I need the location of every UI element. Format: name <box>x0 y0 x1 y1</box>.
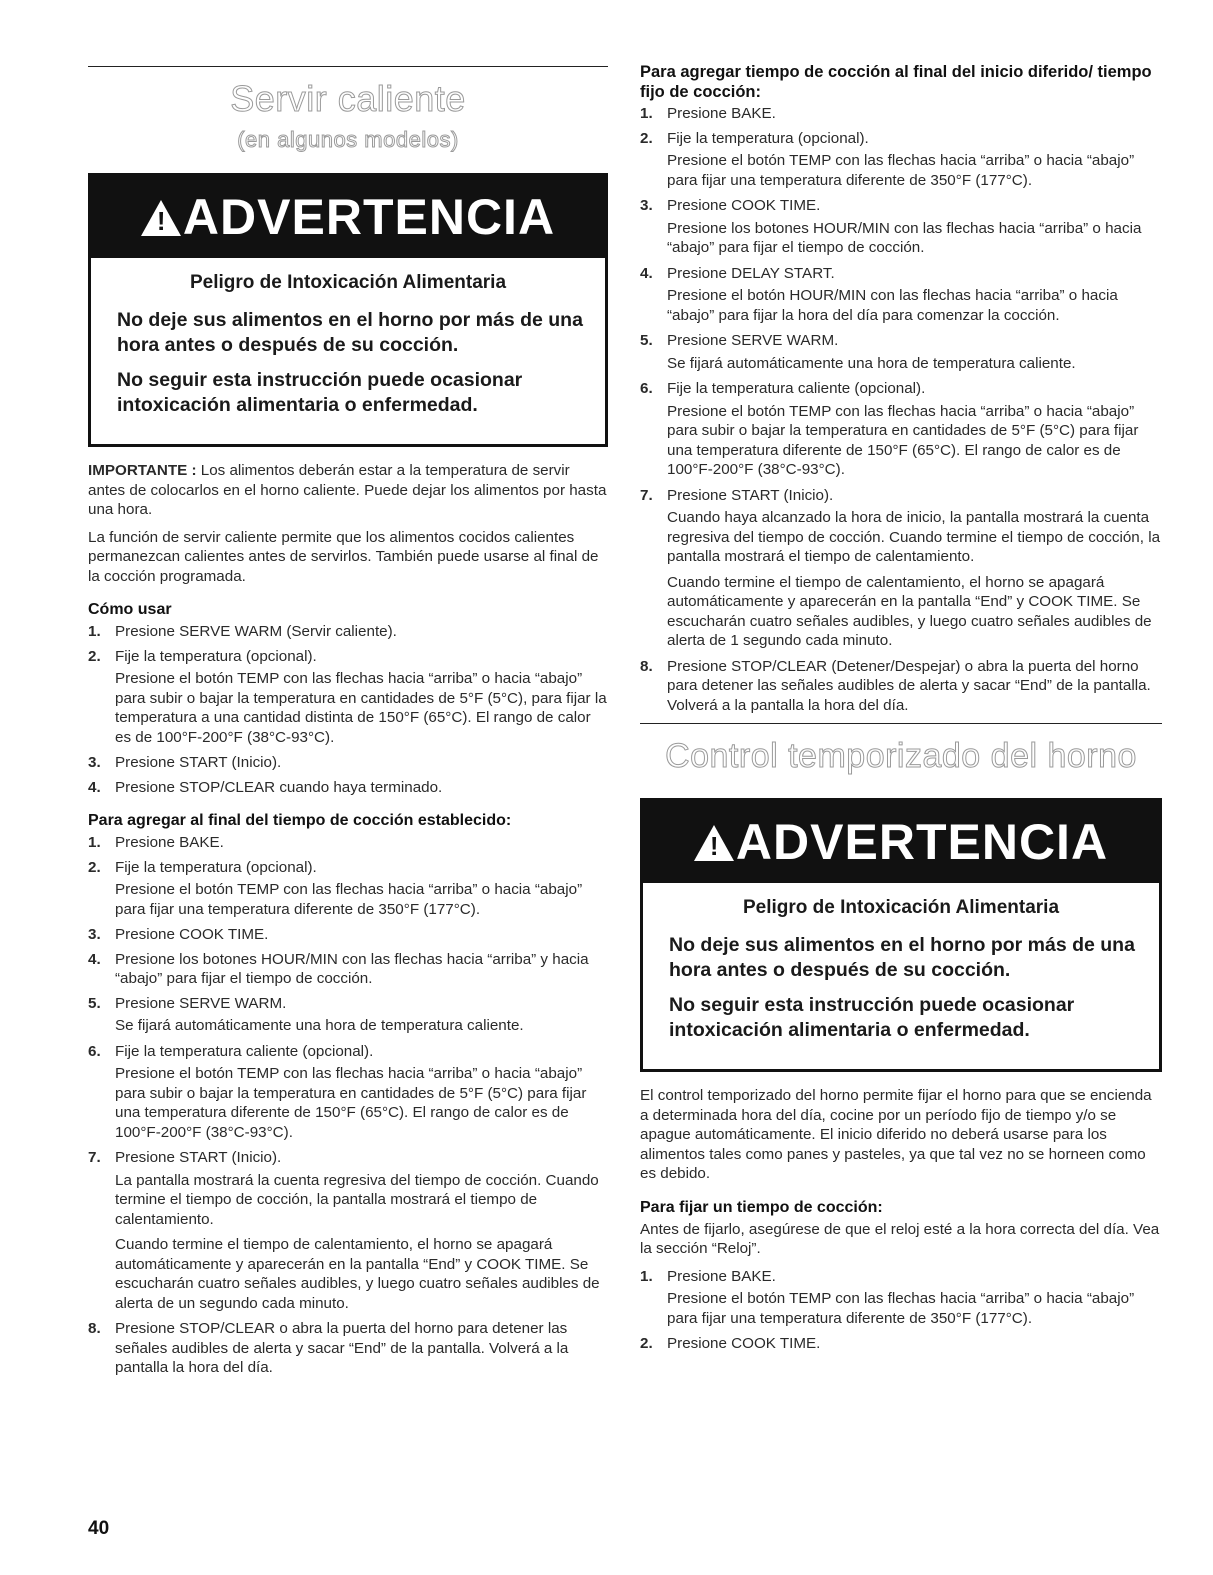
diferido-heading: Para agregar tiempo de cocción al final del inicio diferido/ tiempo fijo de cocción: <box>640 63 1152 101</box>
step-item <box>640 1334 1162 1354</box>
step-detail: Se fijará automáticamente una hora de temperatura caliente. <box>667 354 1076 372</box>
step-text: Presione STOP/CLEAR (Detener/Despejar) o abra la puerta del horno para detener las señales audibles de alerta y sacar “End” de la pantalla. Volverá a la pantalla la hora del día. <box>667 657 1151 714</box>
step-detail: Presione el botón HOUR/MIN con las flechas hacia “arriba” o hacia “abajo” para fijar la hora del día para comenzar la cocción. <box>667 287 1118 324</box>
step-item <box>640 1267 1162 1329</box>
step-detail: Cuando termine el tiempo de calentamiento, el horno se apagará automáticamente y aparecerán en la pantalla “End” y COOK TIME. Se escucharán cuatro señales audibles, y luego cuatro señales audibles de alerta de 1 segundo cada minuto. <box>667 573 1152 649</box>
step-number: 4. <box>88 950 101 968</box>
step-text: Presione START (Inicio). <box>115 1149 282 1166</box>
warning-box <box>88 173 608 447</box>
como-usar-heading: Cómo usar <box>88 601 172 618</box>
warning-header <box>91 176 605 258</box>
warning-heading: ADVERTENCIA <box>735 814 1109 870</box>
step-text: Presione DELAY START. <box>667 264 835 282</box>
step-item <box>88 994 608 1036</box>
important-note <box>88 461 608 520</box>
step-number: 2. <box>88 858 101 876</box>
step-item <box>88 833 608 853</box>
step-number: 6. <box>88 1042 101 1060</box>
warning-subtitle: Peligro de Intoxicación Alimentaria <box>742 897 1060 918</box>
section-divider <box>640 723 1162 724</box>
warning-line-1: No deje sus alimentos en el horno por más de una hora antes o después de su cocción. <box>669 934 1135 981</box>
step-text: Presione SERVE WARM. <box>115 994 287 1012</box>
step-item <box>88 858 608 920</box>
warning-triangle-icon <box>141 200 181 236</box>
step-text: Presione BAKE. <box>667 105 776 122</box>
warning-line-2: No seguir esta instrucción puede ocasionar intoxicación alimentaria o enfermedad. <box>669 994 1075 1041</box>
step-item <box>640 331 1162 373</box>
step-number: 2. <box>88 647 101 665</box>
section-title: Control temporizado del horno <box>665 737 1137 775</box>
step-number: 7. <box>640 486 653 504</box>
step-text: Presione COOK TIME. <box>115 926 269 943</box>
intro-paragraph: La función de servir caliente permite que los alimentos cocidos calientes permanezcan calientes antes de servirlos. También puede usarse al final de la cocción programada. <box>88 528 599 585</box>
step-detail: Presione los botones HOUR/MIN con las flechas hacia “arriba” o hacia “abajo” para fijar el tiempo de cocción. <box>667 219 1142 256</box>
step-text: Presione COOK TIME. <box>667 1335 821 1352</box>
step-text: Fije la temperatura (opcional). <box>115 858 317 876</box>
step-number: 3. <box>88 926 101 943</box>
step-number: 6. <box>640 380 653 397</box>
step-item <box>640 129 1162 191</box>
step-text: Fije la temperatura (opcional). <box>115 647 317 665</box>
step-item <box>88 1042 608 1143</box>
step-item <box>88 622 608 642</box>
step-number: 5. <box>640 332 653 349</box>
step-number: 3. <box>640 197 653 214</box>
step-detail: Presione el botón TEMP con las flechas hacia “arriba” o hacia “abajo” para fijar una temperatura diferente de 350°F (177°C). <box>667 152 1135 189</box>
section-subtitle: (en algunos modelos) <box>237 127 459 152</box>
step-number: 2. <box>640 1335 653 1352</box>
step-item <box>640 196 1162 258</box>
intro-paragraph: El control temporizado del horno permite fijar el horno para que se encienda a determinada hora del día, cocine por un período fijo de tiempo y/o se apague automáticamente. El inicio diferido no deberá usarse para los alimentos tales como panes y pasteles, ya que tal vez no se horneen como es debido. <box>640 1087 1152 1182</box>
step-number: 7. <box>88 1149 101 1166</box>
step-text: Presione BAKE. <box>667 1267 776 1285</box>
warning-triangle-icon <box>694 825 734 861</box>
warning-heading: ADVERTENCIA <box>182 189 556 245</box>
step-number: 1. <box>640 105 653 122</box>
section-title: Servir caliente <box>230 78 466 119</box>
warning-subtitle: Peligro de Intoxicación Alimentaria <box>189 272 507 293</box>
step-text: Presione SERVE WARM (Servir caliente). <box>115 623 397 640</box>
important-text: Los alimentos deberán estar a la temperatura de servir antes de colocarlos en el horno caliente. Puede dejar los alimentos por hasta una hora. <box>88 462 607 518</box>
right-column <box>640 0 1162 1359</box>
step-detail: Presione el botón TEMP con las flechas hacia “arriba” o hacia “abajo” para subir o bajar la temperatura en cantidades de 5°F (5°C) para fijar una temperatura diferente de 150°F (65°C). El rango de calor es de 100°F-200°F (38°C-93°C). <box>667 402 1139 478</box>
step-text: Presione STOP/CLEAR o abra la puerta del horno para detener las señales audibles de alerta y sacar “End” de la pantalla. Volverá a la pantalla la hora del día. <box>115 1320 569 1376</box>
step-detail: Presione el botón TEMP con las flechas hacia “arriba” o hacia “abajo” para subir o bajar la temperatura en cantidades de 5°F (5°C) para fijar una temperatura diferente de 150°F (65°C). El rango de calor es de 100°F-200°F (38°C-93°C). <box>115 1065 587 1141</box>
step-number: 5. <box>88 994 101 1012</box>
step-text: Presione START (Inicio). <box>667 486 834 504</box>
fijar-steps <box>640 1267 1162 1354</box>
step-number: 3. <box>88 754 101 771</box>
step-number: 8. <box>88 1320 101 1337</box>
warning-box <box>640 798 1162 1072</box>
step-item <box>640 486 1162 651</box>
step-number: 4. <box>640 264 653 282</box>
step-item <box>88 1148 608 1313</box>
left-column <box>88 0 608 1383</box>
step-number: 1. <box>640 1267 653 1285</box>
step-item <box>88 1319 608 1378</box>
warning-header <box>643 801 1159 883</box>
page-number: 40 <box>88 1518 110 1539</box>
step-item <box>88 647 608 748</box>
step-text: Presione BAKE. <box>115 834 224 851</box>
step-text: Presione SERVE WARM. <box>667 332 839 349</box>
step-item <box>88 950 608 989</box>
step-item <box>88 925 608 945</box>
step-number: 8. <box>640 657 653 675</box>
diferido-steps <box>640 104 1162 715</box>
step-detail: Cuando termine el tiempo de calentamiento, el horno se apagará automáticamente y aparecerán en la pantalla “End” y COOK TIME. Se escucharán cuatro señales audibles, y luego cuatro señales audibles de alerta de un segundo cada minuto. <box>115 1236 600 1312</box>
warning-line-2: No seguir esta instrucción puede ocasionar intoxicación alimentaria o enfermedad. <box>117 369 523 416</box>
step-text: Presione STOP/CLEAR cuando haya terminado. <box>115 778 443 796</box>
step-number: 4. <box>88 778 101 796</box>
agregar-steps <box>88 833 608 1378</box>
step-item <box>640 104 1162 124</box>
step-detail: Se fijará automáticamente una hora de temperatura caliente. <box>115 1017 524 1034</box>
step-detail: Cuando haya alcanzado la hora de inicio, la pantalla mostrará la cuenta regresiva del tiempo de cocción. Cuando termine el tiempo de cocción, la pantalla mostrará el tiempo de calentamiento. <box>667 509 1161 565</box>
step-detail: Presione el botón TEMP con las flechas hacia “arriba” o hacia “abajo” para fijar una temperatura diferente de 350°F (177°C). <box>115 881 583 918</box>
step-text: Fije la temperatura (opcional). <box>667 129 869 147</box>
step-text: Presione COOK TIME. <box>667 197 821 214</box>
como-usar-steps <box>88 622 608 797</box>
important-label: IMPORTANTE : <box>88 462 197 479</box>
warning-line-1: No deje sus alimentos en el horno por más de una hora antes o después de su cocción. <box>117 309 583 356</box>
step-number: 1. <box>88 623 101 640</box>
step-detail: Presione el botón TEMP con las flechas hacia “arriba” o hacia “abajo” para subir o bajar la temperatura en cantidades de 5°F (5°C), para fijar la temperatura a una cantidad distinta de 150°F (65°C). El rango de calor es de 100°F-200°F (38°C-93°C). <box>115 670 607 746</box>
step-item <box>640 379 1162 480</box>
section-divider <box>88 66 608 67</box>
step-number: 1. <box>88 834 101 851</box>
agregar-heading: Para agregar al final del tiempo de cocción establecido: <box>88 812 512 829</box>
step-detail: Presione el botón TEMP con las flechas hacia “arriba” o hacia “abajo” para fijar una temperatura diferente de 350°F (177°C). <box>667 1290 1135 1327</box>
step-text: Presione los botones HOUR/MIN con las flechas hacia “arriba” y hacia “abajo” para fijar el tiempo de cocción. <box>115 950 589 987</box>
step-number: 2. <box>640 129 653 147</box>
step-item <box>88 753 608 773</box>
step-item <box>88 778 608 798</box>
step-item <box>640 264 1162 326</box>
step-text: Fije la temperatura caliente (opcional). <box>667 380 926 397</box>
step-text: Presione START (Inicio). <box>115 754 282 771</box>
fijar-lead: Antes de fijarlo, asegúrese de que el reloj esté a la hora correcta del día. Vea la sección “Reloj”. <box>640 1220 1160 1257</box>
step-text: Fije la temperatura caliente (opcional). <box>115 1042 374 1060</box>
step-item <box>640 657 1162 716</box>
step-detail: La pantalla mostrará la cuenta regresiva del tiempo de cocción. Cuando termine el tiempo de cocción, la pantalla mostrará el tiempo de calentamiento. <box>115 1171 599 1228</box>
fijar-heading: Para fijar un tiempo de cocción: <box>640 1198 883 1216</box>
